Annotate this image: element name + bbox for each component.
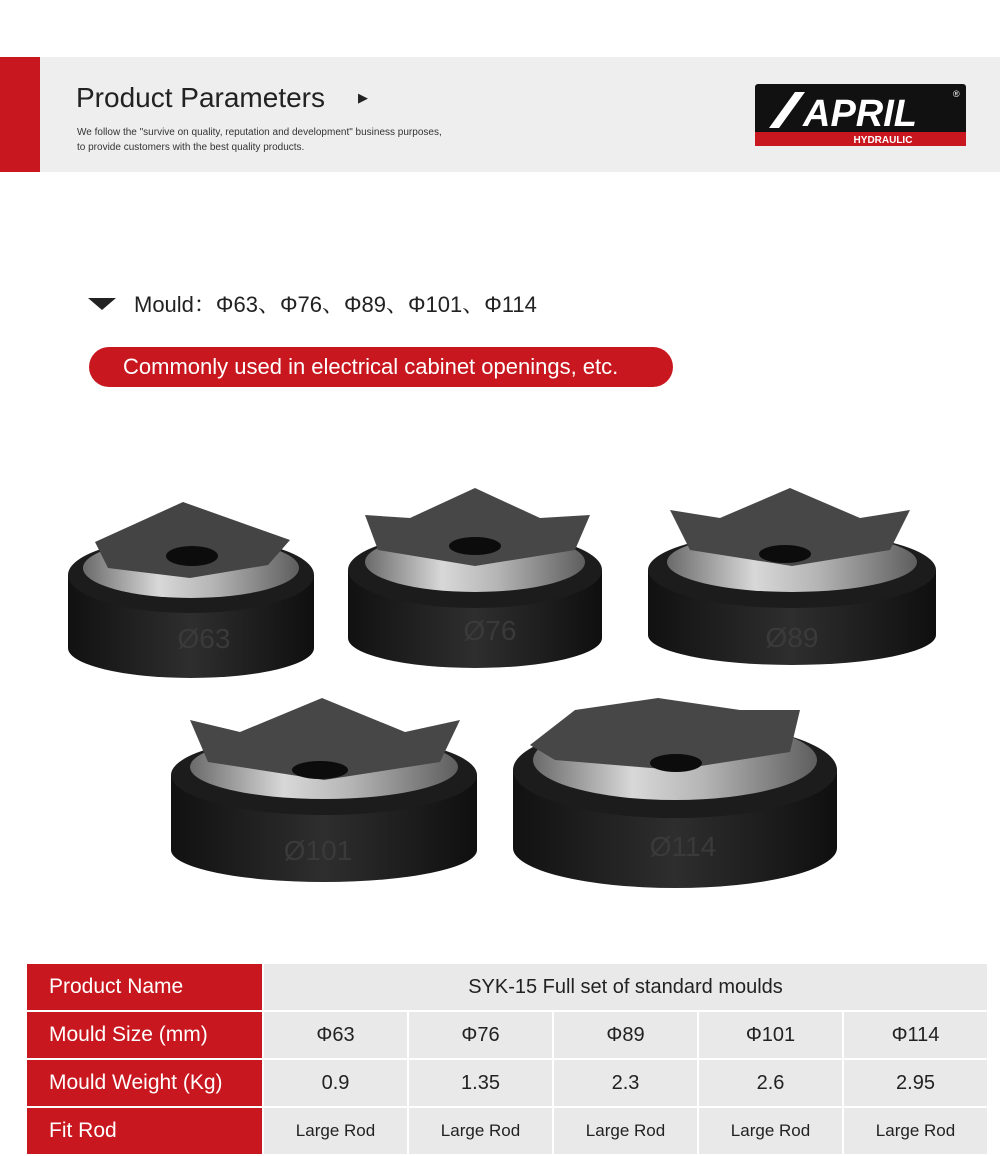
mould-phi63-photo <box>68 502 314 678</box>
fit-rod-cell: Large Rod <box>262 1106 407 1154</box>
mould-weight-cell: 2.3 <box>552 1058 697 1106</box>
mould-weight-cell: 0.9 <box>262 1058 407 1106</box>
mould-size-cell: Φ101 <box>697 1010 842 1058</box>
mould-label: Ø89 <box>765 622 819 653</box>
fit-rod-label: Fit Rod <box>27 1106 262 1154</box>
subtitle-line-2: to provide customers with the best quality products. <box>77 142 305 153</box>
mould-label: Ø114 <box>649 831 717 862</box>
mould-size-cell: Φ76 <box>407 1010 552 1058</box>
mould-size-label: Mould Size (mm) <box>27 1010 262 1058</box>
mould-label: Ø101 <box>283 835 353 866</box>
mould-weight-cell: 2.95 <box>842 1058 987 1106</box>
spec-table <box>27 964 987 1154</box>
usage-pill: Commonly used in electrical cabinet openings, etc. <box>89 347 673 387</box>
product-photos <box>0 470 1000 910</box>
mould-weight-label: Mould Weight (Kg) <box>27 1058 262 1106</box>
svg-text:®: ® <box>953 89 960 99</box>
fit-rod-cell: Large Rod <box>552 1106 697 1154</box>
fit-rod-cell: Large Rod <box>407 1106 552 1154</box>
mould-size-cell: Φ89 <box>552 1010 697 1058</box>
mould-weight-cell: 1.35 <box>407 1058 552 1106</box>
april-hydraulic-logo <box>755 84 966 146</box>
fit-rod-cell: Large Rod <box>842 1106 987 1154</box>
subtitle-line-1: We follow the "survive on quality, reputation and development" business purposes, <box>77 127 442 138</box>
triangle-right-icon: ▶ <box>358 90 368 105</box>
mould-phi89-photo <box>648 488 936 665</box>
mould-phi101-photo <box>171 698 477 882</box>
table-row <box>27 1010 987 1058</box>
header-banner <box>0 57 1000 172</box>
mould-weight-cell: 2.6 <box>697 1058 842 1106</box>
page-title: Product Parameters <box>76 82 325 113</box>
mould-phi76-photo <box>348 488 602 668</box>
product-name-value: SYK-15 Full set of standard moulds <box>262 964 987 1010</box>
triangle-down-icon <box>88 298 116 310</box>
mould-label: Ø63 <box>177 623 231 654</box>
banner-subtitle <box>77 125 442 155</box>
table-row <box>27 1106 987 1154</box>
mould-size-cell: Φ114 <box>842 1010 987 1058</box>
accent-bar <box>0 57 40 172</box>
logo-tagline: HYDRAULIC <box>853 135 913 146</box>
logo-brand: APRIL <box>803 93 917 135</box>
mould-phi114-photo <box>513 698 837 888</box>
mould-sizes-line <box>88 288 537 319</box>
fit-rod-cell: Large Rod <box>697 1106 842 1154</box>
product-name-label: Product Name <box>27 964 262 1010</box>
table-row <box>27 964 987 1010</box>
mould-label: Ø76 <box>463 615 517 646</box>
table-row <box>27 1058 987 1106</box>
mould-sizes-text: Mould：Φ63、Φ76、Φ89、Φ101、Φ114 <box>134 292 537 317</box>
mould-size-cell: Φ63 <box>262 1010 407 1058</box>
